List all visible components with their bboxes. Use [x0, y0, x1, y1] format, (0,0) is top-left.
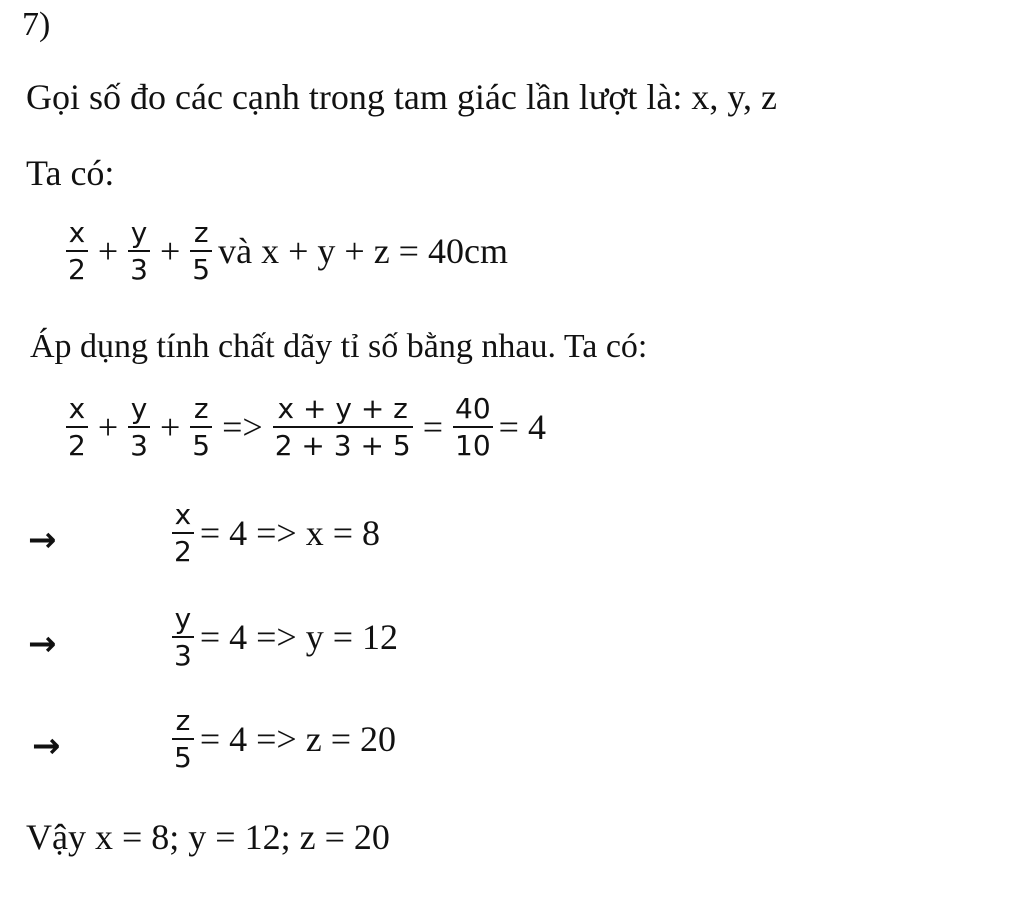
- fraction-x-2: $\frac{x}{2}$: [68, 392, 86, 463]
- plus-sign: +: [159, 407, 181, 448]
- plus-sign: +: [159, 231, 181, 272]
- plus-sign: +: [97, 407, 119, 448]
- right-arrow-icon: →: [28, 624, 57, 664]
- step-y-result: = 4 => y = 12: [199, 617, 399, 658]
- ta-co-label: Ta có:: [26, 153, 115, 193]
- right-arrow-icon: →: [28, 520, 57, 560]
- fraction-x-2: $\frac{x}{2}$: [174, 498, 192, 569]
- implies-sign: =>: [222, 407, 263, 448]
- fraction-sum: $\frac{x + y + z}{2 + 3 + 5}$: [274, 392, 411, 463]
- fraction-x-2: $\frac{x}{2}$: [68, 216, 86, 287]
- property-statement: Áp dụng tính chất dãy tỉ số bằng nhau. Ta có:: [30, 328, 648, 365]
- step-x: [170, 500, 380, 567]
- step-x-result: = 4 => x = 8: [199, 513, 381, 554]
- step-z-result: = 4 => z = 20: [199, 719, 397, 760]
- fraction-z-5: $\frac{z}{5}$: [192, 216, 211, 287]
- fraction-y-3: $\frac{y}{3}$: [130, 216, 148, 287]
- sum-condition: và x + y + z = 40cm: [218, 231, 508, 272]
- ratio-result: = 4: [498, 407, 546, 448]
- fraction-z-5: $\frac{z}{5}$: [174, 704, 192, 775]
- problem-number: 7): [22, 6, 51, 43]
- equation-equal-ratios: [64, 394, 546, 461]
- right-arrow-icon: →: [32, 726, 61, 766]
- fraction-z-5: $\frac{z}{5}$: [192, 392, 211, 463]
- step-z: [170, 706, 396, 773]
- equals-sign: =: [422, 407, 443, 448]
- fraction-40-10: $\frac{40}{10}$: [455, 392, 491, 463]
- fraction-y-3: $\frac{y}{3}$: [130, 392, 148, 463]
- intro-text: Gọi số đo các cạnh trong tam giác lần lượt là: x, y, z: [26, 77, 777, 117]
- equation-ratios: [64, 218, 508, 285]
- step-y: [170, 604, 398, 671]
- conclusion-text: Vậy x = 8; y = 12; z = 20: [26, 817, 390, 857]
- plus-sign: +: [97, 231, 119, 272]
- fraction-y-3: $\frac{y}{3}$: [174, 602, 192, 673]
